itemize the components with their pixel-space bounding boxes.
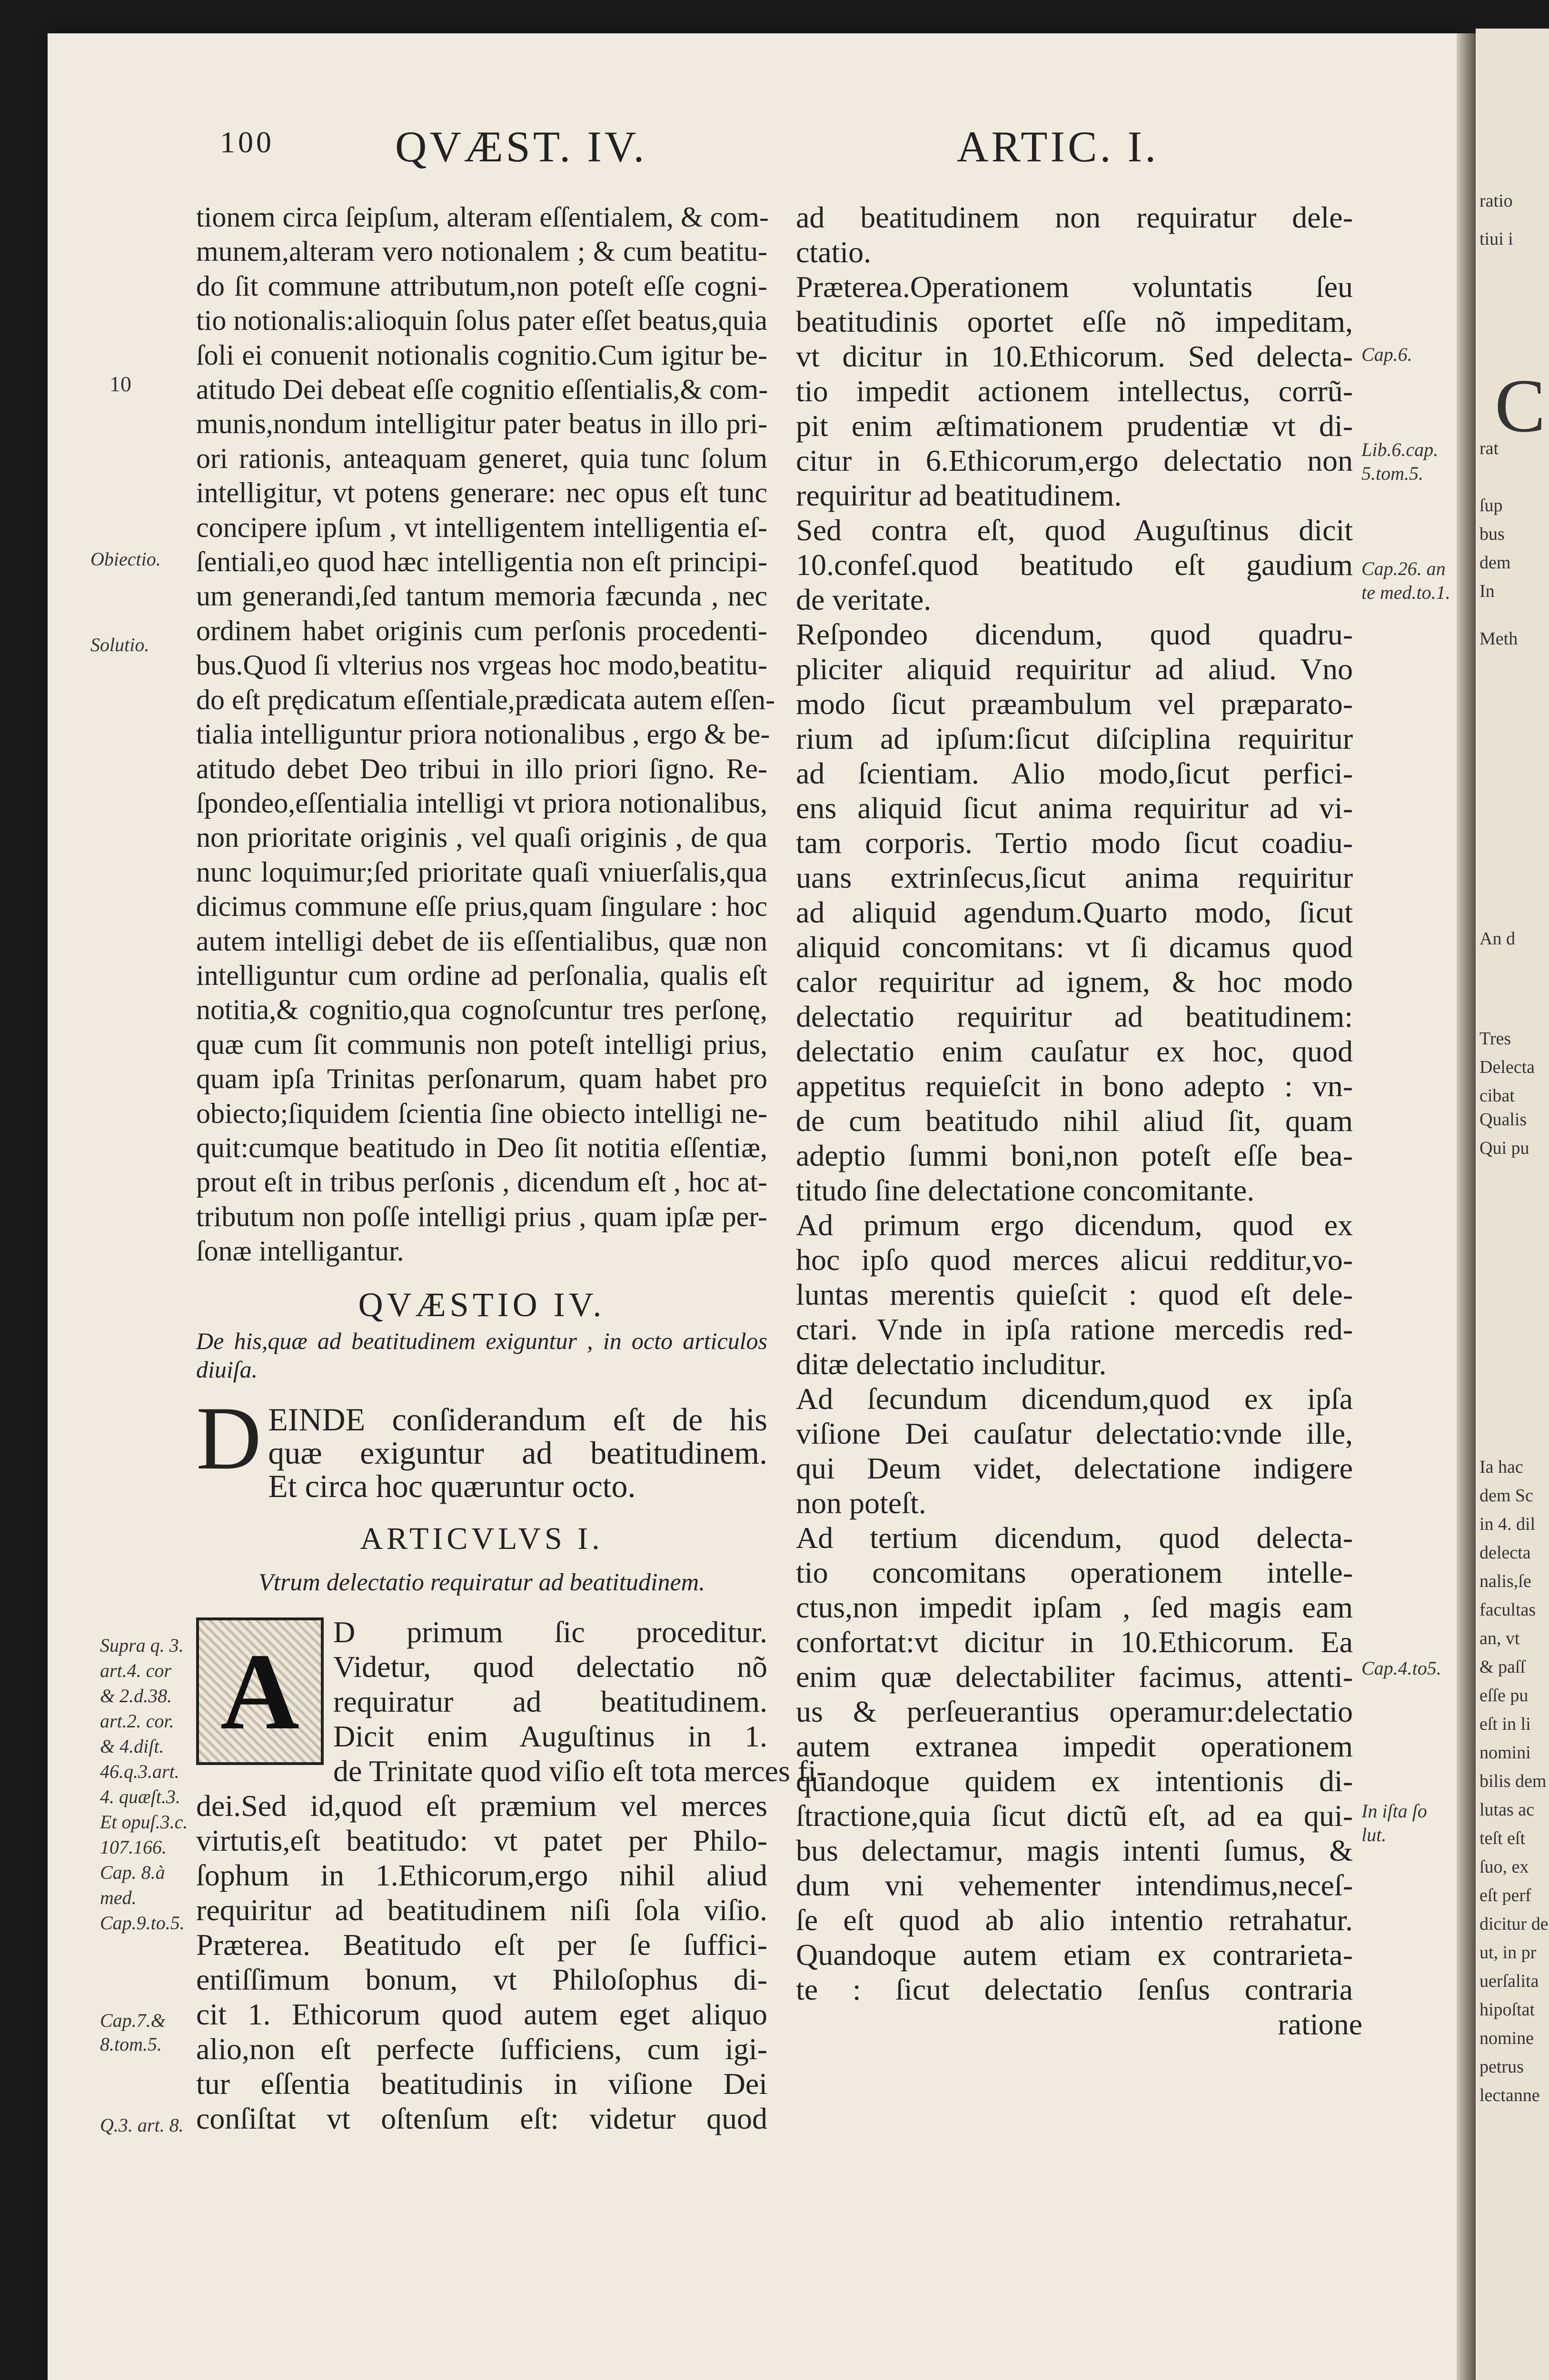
text-line: qui Deum videt, delectatione indigere (796, 1451, 1353, 1485)
text-line: confortat:vt dicitur in 10.Ethicorum. Ea (796, 1625, 1353, 1659)
text-line: Quandoque autem etiam ex contrarieta- (796, 1938, 1353, 1972)
text-line: Videtur, quod delectatio nõ (333, 1649, 767, 1684)
text-line: ſonæ intelligantur. (196, 1235, 404, 1267)
text-line: entiſſimum bonum, vt Philoſophus di- (196, 1962, 767, 1996)
margin-references-2 (100, 2009, 166, 2056)
text-line: do ſit commune attributum,non poteſt eſſe cogni- (196, 270, 767, 302)
facing-page-fragment: bilis dem (1479, 1771, 1547, 1791)
margin-note-line: Supra q. 3. (100, 1635, 184, 1656)
text-line: um generandi,ſed tantum memoria fæcunda , nec (196, 580, 767, 612)
text-line: rium ad ipſum:ſicut diſciplina requiritur (796, 722, 1353, 755)
margin-note-line: & 2.d.38. (100, 1685, 172, 1706)
text-line: ditæ delectatio includitur. (796, 1347, 1107, 1381)
article-body (196, 1615, 827, 2136)
text-line: de Trinitate quod viſio eſt tota merces fi- (333, 1754, 827, 1788)
question-title: QVÆSTIO IV. (358, 1285, 606, 1324)
text-line: us & perſeuerantius operamur:delectatio (796, 1695, 1353, 1728)
margin-note-line: art.4. cor (100, 1660, 171, 1681)
text-line: cit 1. Ethicorum quod autem eget aliquo (196, 1997, 767, 2031)
text-line: ſentiali,eo quod hæc intelligentia non eſt principi- (196, 546, 767, 578)
margin-note-line: Cap.26. an (1361, 558, 1446, 579)
article-title: ARTICVLVS I. (360, 1521, 604, 1556)
text-line: munem,alteram vero notionalem ; & cum beatitu- (196, 236, 767, 268)
margin-note-line: In iſta ſo (1361, 1800, 1427, 1822)
margin-note-line: med. (100, 1887, 137, 1908)
margin-note-line: 46.q.3.art. (100, 1761, 179, 1782)
text-line: quæ exiguntur ad beatitudinem. (268, 1435, 767, 1471)
text-line: autem extranea impedit operationem (796, 1729, 1353, 1763)
running-head-right: ARTIC. I. (957, 122, 1159, 171)
text-line: beatitudinis oportet eſſe nõ impeditam, (796, 305, 1353, 338)
margin-note-line: art.2. cor. (100, 1710, 174, 1732)
text-line: modo ſicut præambulum vel præparato- (796, 687, 1353, 721)
text-line: requiritur ad beatitudinem. (796, 478, 1122, 512)
text-line: hoc ipſo quod merces alicui redditur,vo- (796, 1243, 1353, 1277)
text-line: atitudo Dei debeat eſſe cognitio eſſentialis,& com- (196, 374, 768, 406)
text-line: Ad tertium dicendum, quod delecta- (796, 1521, 1353, 1555)
facing-page-fragment: facultas (1479, 1600, 1536, 1620)
text-line: viſione Dei cauſatur delectatio:vnde ille, (796, 1417, 1353, 1450)
text-line: tio impedit actionem intellectus, corrũ- (796, 374, 1353, 408)
facing-page-fragment: Meth (1479, 629, 1518, 649)
text-line: quæ cum ſit communis non poteſt intelligi prius, (196, 1028, 767, 1060)
page-number: 100 (220, 125, 274, 159)
text-line: non poteſt. (796, 1486, 926, 1520)
margin-note-line: 5.tom.5. (1361, 463, 1423, 484)
facing-page-fragment: C (1495, 363, 1546, 448)
text-line: dei.Sed id,quod eſt præmium vel merces (196, 1788, 767, 1823)
text-line: Et circa hoc quæruntur octo. (268, 1468, 636, 1504)
text-line: pliciter aliquid requiritur ad aliud. Vno (796, 652, 1353, 686)
margin-note-line: Cap. 8.à (100, 1862, 165, 1883)
text-line: dum vni vehementer intendimus,neceſ- (796, 1868, 1353, 1902)
text-line: Ad ſecundum dicendum,quod ex ipſa (796, 1382, 1353, 1416)
text-line: non prioritate originis , vel quaſi originis , de qua (196, 822, 767, 853)
facing-page-fragment: an, vt (1479, 1628, 1520, 1648)
text-line: notitia,& cognitio,qua cognoſcuntur tres perſonę, (196, 994, 767, 1026)
text-line: ad beatitudinem non requiratur dele- (796, 200, 1353, 234)
text-line: conſiſtat vt oſtenſum eſt: videtur quod (196, 2101, 767, 2135)
text-line: autem intelligi debet de iis eſſentialibus, quæ non (196, 925, 767, 957)
facing-page-fragment: Ia hac (1479, 1457, 1523, 1477)
text-line: ctari. Vnde in ipſa ratione mercedis red- (796, 1312, 1353, 1346)
facing-page-fragment: ſuo, ex (1479, 1857, 1529, 1877)
text-line: de cum beatitudo nihil aliud ſit, quam (796, 1104, 1353, 1138)
facing-page-fragment: nalis,ſe (1479, 1571, 1531, 1591)
facing-page-fragment: lectanne (1479, 2085, 1540, 2105)
margin-right-4: Cap.4.to5. (1361, 1657, 1441, 1679)
facing-page-fragment: Tres (1479, 1029, 1511, 1049)
margin-references-3: Q.3. art. 8. (100, 2114, 184, 2136)
text-line: calor requiritur ad ignem, & hoc modo (796, 965, 1353, 999)
facing-page-fragment: nomine (1479, 2028, 1534, 2048)
text-line: do eſt prędicatum eſſentiale,prædicata autem eſſen- (196, 684, 775, 715)
text-line: delectatio requiritur ad beatitudinem: (796, 1000, 1353, 1033)
text-line: quit:cumque beatitudo in Deo ſit notitia eſſentiæ, (196, 1131, 767, 1163)
facing-page-fragment: tiui i (1479, 229, 1513, 249)
margin-right-1: Cap.6. (1361, 344, 1412, 365)
text-line: tio concomitans operationem intelle- (796, 1556, 1353, 1589)
facing-page-fragment: dem Sc (1479, 1486, 1533, 1506)
text-line: concipere ipſum , vt intelligentem intelligentia eſ- (196, 511, 767, 543)
margin-note-line: Cap.7.& (100, 2010, 166, 2031)
book-gutter (1457, 33, 1476, 2380)
text-line: quandoque quidem ex intentionis di- (796, 1764, 1353, 1798)
text-line: tionem circa ſeipſum, alteram eſſentialem, & com- (196, 201, 769, 233)
text-line: ſtractione,quia ſicut dictũ eſt, ad ea qui- (796, 1799, 1353, 1833)
text-line: bus.Quod ſi vlterius nos vrgeas hoc modo,beatitu- (196, 649, 767, 681)
facing-page-fragment: eſt perf (1479, 1885, 1531, 1905)
facing-page-fragment: dicitur de (1479, 1914, 1549, 1934)
text-line: bus delectamur, magis intenti ſumus, & (796, 1834, 1353, 1867)
facing-page-fragment: rat (1479, 438, 1499, 458)
text-line: ctatio. (796, 235, 872, 269)
text-line: Dicit enim Auguſtinus in 1. (333, 1719, 767, 1753)
text-line: requiratur ad beatitudinem. (333, 1684, 767, 1718)
text-line: intelligitur, vt potens generare: nec opus eſt tunc (196, 477, 767, 509)
text-line: de veritate. (796, 583, 932, 616)
left-column-text (196, 200, 775, 1269)
text-line: Reſpondeo dicendum, quod quadru- (796, 617, 1353, 651)
text-line: citur in 6.Ethicorum,ergo delectatio non (796, 444, 1353, 477)
right-column (796, 200, 1362, 2042)
intro-paragraph (196, 1388, 767, 1504)
facing-page-fragment: ſup (1479, 496, 1503, 516)
text-line: obiecto;ſiquidem ſcientia ſine obiecto intelligi ne- (196, 1097, 767, 1129)
text-line: delectatio enim cauſatur ex hoc, quod (796, 1034, 1353, 1068)
text-line: Sed contra eſt, quod Auguſtinus dicit (796, 513, 1353, 547)
text-line: aliquid concomitans: vt ſi dicamus quod (796, 930, 1353, 964)
facing-page-fragment: lutas ac (1479, 1800, 1535, 1820)
text-line: te : ſicut delectatio ſenſus contraria (796, 1973, 1353, 2006)
text-line: atitudo debet Deo tribui in illo priori ſigno. Re- (196, 753, 767, 784)
facing-page-edge (1476, 29, 1549, 2380)
text-line: virtutis,eſt beatitudo: vt patet per Philo- (196, 1823, 767, 1857)
margin-right-3 (1361, 557, 1450, 605)
ornamental-initial-a: A (196, 1617, 324, 1765)
text-line: enim quæ delectabiliter facimus, attenti- (796, 1660, 1353, 1694)
margin-right-2 (1361, 438, 1438, 486)
text-line: nunc loquimur;ſed prioritate quaſi vniuerſalis,qua (196, 856, 767, 888)
text-line: EINDE conſiderandum eſt de his (268, 1401, 767, 1438)
text-line: Præterea. Beatitudo eſt per ſe ſuffici- (196, 1927, 767, 1962)
margin-note-line: 107.166. (100, 1836, 167, 1858)
facing-page-fragment: eſt in li (1479, 1714, 1531, 1734)
running-head-left: QVÆST. IV. (395, 122, 647, 171)
facing-page-fragment: ut, in pr (1479, 1943, 1537, 1963)
facing-page-fragment: cibat (1479, 1086, 1515, 1106)
question-description: De his,quæ ad beatitudinem exiguntur , in octo articulos diuiſa. (196, 1328, 767, 1383)
text-line: appetitus requieſcit in bono adepto : vn- (796, 1069, 1353, 1103)
facing-page-fragment: Delecta (1479, 1057, 1535, 1077)
text-line: ctus,non impedit ipſam , ſed magis eam (796, 1590, 1353, 1624)
facing-page-fragment: dem (1479, 553, 1511, 573)
text-line: ad aliquid agendum.Quarto modo, ſicut (796, 895, 1353, 929)
facing-page-fragment: in 4. dil (1479, 1514, 1536, 1534)
margin-note-line: 8.tom.5. (100, 2033, 162, 2055)
margin-note-line: 4. quæſt.3. (100, 1786, 180, 1807)
left-column (196, 200, 827, 2136)
right-column-text (796, 200, 1353, 2007)
text-line: tialia intelliguntur priora notionalibus , ergo & be- (196, 718, 770, 750)
drop-initial-d: D (196, 1388, 262, 1488)
text-line: ſpondeo,eſſentialia intelligi vt priora notionalibus, (196, 787, 767, 819)
margin-note-line: lut. (1361, 1824, 1387, 1845)
margin-note-line: Et opuſ.3.c. (100, 1811, 188, 1833)
text-line: ad ſcientiam. Alio modo,ſicut perfici- (796, 756, 1353, 790)
facing-page-fragment: petrus (1479, 2057, 1524, 2077)
text-line: prout eſt in tribus perſonis , dicendum eſt , hoc at- (196, 1166, 767, 1198)
facing-page-fragment: ratio (1479, 191, 1513, 211)
margin-note-line: te med.to.1. (1361, 582, 1450, 603)
text-line: uans extrinſecus,ſicut anima requiritur (796, 861, 1353, 894)
text-line: Præterea.Operationem voluntatis ſeu (796, 270, 1353, 304)
text-line: D primum ſic proceditur. (333, 1615, 767, 1649)
margin-solutio: Solutio. (90, 634, 149, 655)
text-line: tur eſſentia beatitudinis in viſione Dei (196, 2066, 767, 2101)
facing-page-fragment: eſſe pu (1479, 1686, 1529, 1706)
text-line: dicimus commune eſſe prius,quam ſingulare : hoc (196, 891, 767, 922)
facing-page-fragment: In (1479, 581, 1495, 601)
margin-right-5 (1361, 1799, 1427, 1847)
margin-note-line: & 4.diſt. (100, 1735, 164, 1757)
margin-note-line: Lib.6.cap. (1361, 439, 1439, 460)
text-line: tributum non poſſe intelligi prius , quam ipſæ per- (196, 1200, 767, 1232)
facing-page-fragment: teſt eſt (1479, 1828, 1526, 1848)
facing-page-fragment: delecta (1479, 1543, 1531, 1563)
margin-note-line: Cap.9.to.5. (100, 1912, 185, 1934)
margin-references (100, 1633, 188, 1935)
text-line: ſoli ei conuenit notionalis cognitio.Cum igitur be- (196, 339, 767, 371)
text-line: ſophum in 1.Ethicorum,ergo nihil aliud (196, 1858, 767, 1892)
text-line: Ad primum ergo dicendum, quod ex (796, 1208, 1353, 1242)
facing-page-fragment: & paſſ (1479, 1657, 1526, 1677)
facing-page-fragment: hipoſtat (1479, 2000, 1535, 2020)
text-line: munis,nondum intelligitur pater beatus in illo pri- (196, 408, 767, 440)
text-line: ordinem habet originis cum perſonis procedenti- (196, 615, 767, 646)
facing-page-fragment: Qui pu (1479, 1138, 1529, 1158)
text-line: titudo ſine delectatione concomitante. (796, 1173, 1255, 1207)
text-line: tio notionalis:alioquin ſolus pater eſſet beatus,quia (196, 305, 767, 337)
facing-page-fragment: An d (1479, 929, 1515, 949)
text-line: quam ipſa Trinitas perſonarum, quam habet pro (196, 1063, 767, 1095)
text-line: tam corporis. Tertio modo ſicut coadiu- (796, 826, 1353, 860)
text-line: adeptio ſummi boni,non poteſt eſſe bea- (796, 1139, 1353, 1172)
text-line: ſe eſt quod ab alio intentio retrahatur. (796, 1903, 1353, 1937)
facing-page-fragment: bus (1479, 524, 1505, 544)
text-line: alio,non eſt perfecte ſufficiens, cum igi- (196, 2032, 767, 2066)
facing-page-fragment: uerſalita (1479, 1971, 1539, 1991)
text-line: intelliguntur cum ordine ad perſonalia, qualis eſt (196, 959, 767, 991)
text-line: luntas merentis quieſcit : quod eſt dele- (796, 1278, 1353, 1311)
facing-page-fragment: nomini (1479, 1743, 1531, 1763)
article-description: Vtrum delectatio requiratur ad beatitudinem. (258, 1569, 705, 1597)
line-number: 10 (109, 372, 131, 396)
margin-obiectio: Obiectio. (90, 548, 161, 570)
text-line: pit enim æſtimationem prudentiæ vt di- (796, 409, 1353, 443)
facing-page-fragment: Qualis (1479, 1110, 1527, 1130)
text-line: ens aliquid ſicut anima requiritur ad vi- (796, 791, 1353, 825)
text-line: ori rationis, anteaquam generet, quia tunc ſolum (196, 442, 767, 474)
text-line: vt dicitur in 10.Ethicorum. Sed delecta- (796, 339, 1353, 373)
catchword: ratione (1278, 2007, 1362, 2041)
text-line: requiritur ad beatitudinem niſi ſola viſio. (196, 1893, 767, 1927)
text-line: 10.confeſ.quod beatitudo eſt gaudium (796, 548, 1353, 582)
